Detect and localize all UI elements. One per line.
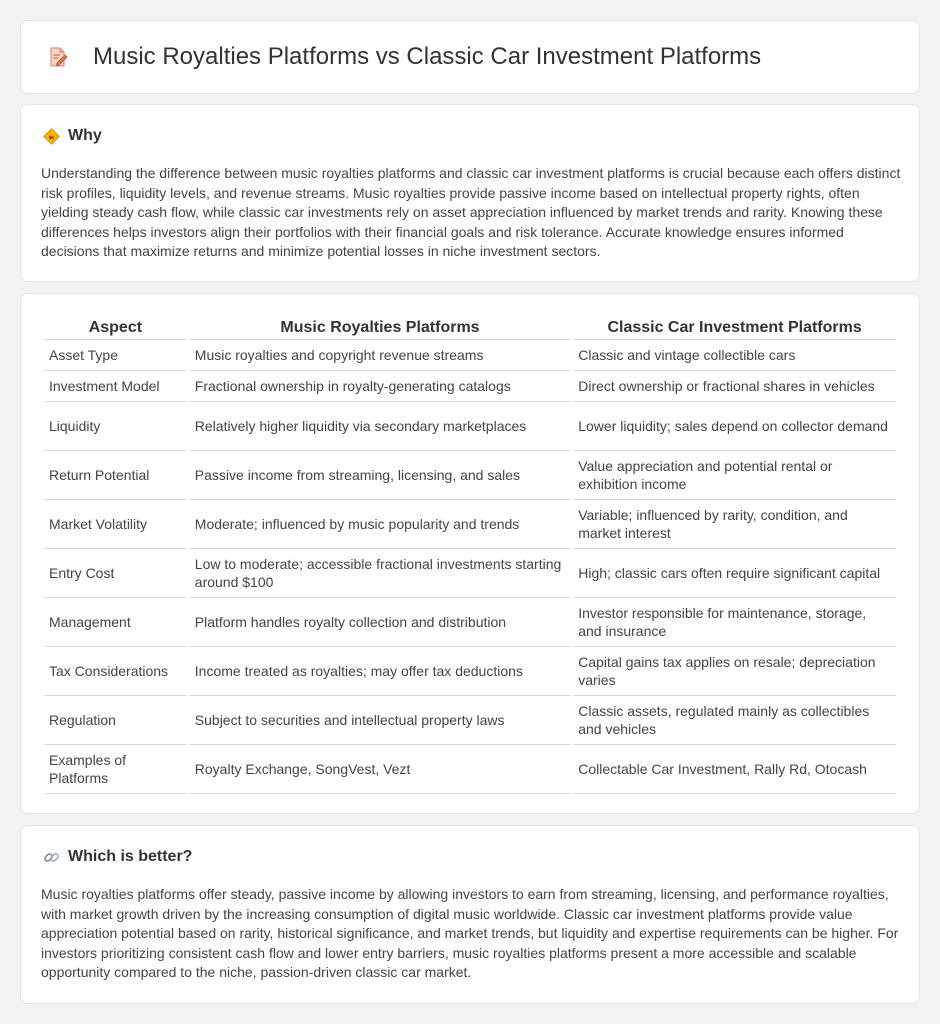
classic-car-cell: Value appreciation and potential rental or exhibition income — [573, 451, 896, 500]
table-row — [44, 696, 896, 745]
table-row — [44, 371, 896, 402]
music-royalties-cell: Subject to securities and intellectual property laws — [190, 696, 570, 745]
classic-car-cell: Investor responsible for maintenance, storage, and insurance — [573, 598, 896, 647]
classic-car-cell: Variable; influenced by rarity, condition, and market interest — [573, 500, 896, 549]
table-row — [44, 340, 896, 371]
music-royalties-cell: Passive income from streaming, licensing, and sales — [190, 451, 570, 500]
better-paragraph: Music royalties platforms offer steady, passive income by allowing investors to earn from streaming, licensing, and performance royalties, with market growth driven by the increasing consumption of digital music worldwide. Classic car investment platforms provide value appreciation potential based on rarity, historical significance, and market trends, but liquidity and expertise requirements can be higher. For investors prioritizing consistent cash flow and lower entry barriers, music royalties platforms present a more accessible and scalable opportunity compared to the niche, passion-driven classic car market. — [41, 886, 899, 980]
music-royalties-cell: Relatively higher liquidity via secondary marketplaces — [190, 402, 570, 451]
classic-car-cell: High; classic cars often require significant capital — [573, 549, 896, 598]
diamond-sign-icon — [43, 128, 60, 145]
table-row — [44, 402, 896, 451]
which-is-better-section — [20, 825, 920, 1004]
classic-car-cell: Classic and vintage collectible cars — [573, 340, 896, 371]
comparison-section — [20, 293, 920, 814]
why-heading-row — [43, 127, 102, 145]
classic-car-cell: Lower liquidity; sales depend on collector demand — [573, 402, 896, 451]
aspect-cell: Examples of Platforms — [44, 745, 187, 794]
document-edit-icon — [47, 46, 69, 68]
page-title: Music Royalties Platforms vs Classic Car Investment Platforms — [93, 43, 762, 70]
column-header-music-royalties: Music Royalties Platforms — [190, 316, 570, 340]
music-royalties-cell: Music royalties and copyright revenue streams — [190, 340, 570, 371]
table-row — [44, 647, 896, 696]
aspect-cell: Management — [44, 598, 187, 647]
music-royalties-cell: Platform handles royalty collection and distribution — [190, 598, 570, 647]
title-card — [20, 20, 920, 94]
aspect-cell: Investment Model — [44, 371, 187, 402]
aspect-cell: Market Volatility — [44, 500, 187, 549]
classic-car-cell: Classic assets, regulated mainly as collectibles and vehicles — [573, 696, 896, 745]
music-royalties-cell: Fractional ownership in royalty-generating catalogs — [190, 371, 570, 402]
table-row — [44, 549, 896, 598]
music-royalties-cell: Moderate; influenced by music popularity and trends — [190, 500, 570, 549]
table-row — [44, 451, 896, 500]
aspect-cell: Tax Considerations — [44, 647, 187, 696]
music-royalties-cell: Royalty Exchange, SongVest, Vezt — [190, 745, 570, 794]
column-header-classic-car: Classic Car Investment Platforms — [573, 316, 896, 340]
aspect-cell: Return Potential — [44, 451, 187, 500]
better-heading-row — [43, 848, 192, 866]
table-header-row — [44, 316, 896, 340]
link-icon — [43, 849, 60, 866]
aspect-cell: Asset Type — [44, 340, 187, 371]
aspect-cell: Entry Cost — [44, 549, 187, 598]
music-royalties-cell: Low to moderate; accessible fractional investments starting around $100 — [190, 549, 570, 598]
table-row — [44, 500, 896, 549]
column-header-aspect: Aspect — [44, 316, 187, 340]
aspect-cell: Liquidity — [44, 402, 187, 451]
better-heading: Which is better? — [68, 848, 193, 865]
why-paragraph: Understanding the difference between music royalties platforms and classic car investment platforms is crucial because each offers distinct risk profiles, liquidity levels, and revenue streams. Music royalties provide passive income based on intellectual property rights, often yielding steady cash flow, while classic car investments rely on asset appreciation influenced by market trends and rarity. Knowing these differences helps investors align their portfolios with their financial goals and risk tolerance. Accurate knowledge ensures informed decisions that maximize returns and minimize potential losses in niche investment sectors. — [41, 165, 901, 259]
comparison-table — [41, 316, 899, 794]
aspect-cell: Regulation — [44, 696, 187, 745]
why-heading: Why — [68, 127, 102, 144]
music-royalties-cell: Income treated as royalties; may offer tax deductions — [190, 647, 570, 696]
classic-car-cell: Collectable Car Investment, Rally Rd, Otocash — [573, 745, 896, 794]
classic-car-cell: Direct ownership or fractional shares in vehicles — [573, 371, 896, 402]
why-section — [20, 104, 920, 282]
table-row — [44, 745, 896, 794]
classic-car-cell: Capital gains tax applies on resale; depreciation varies — [573, 647, 896, 696]
table-row — [44, 598, 896, 647]
